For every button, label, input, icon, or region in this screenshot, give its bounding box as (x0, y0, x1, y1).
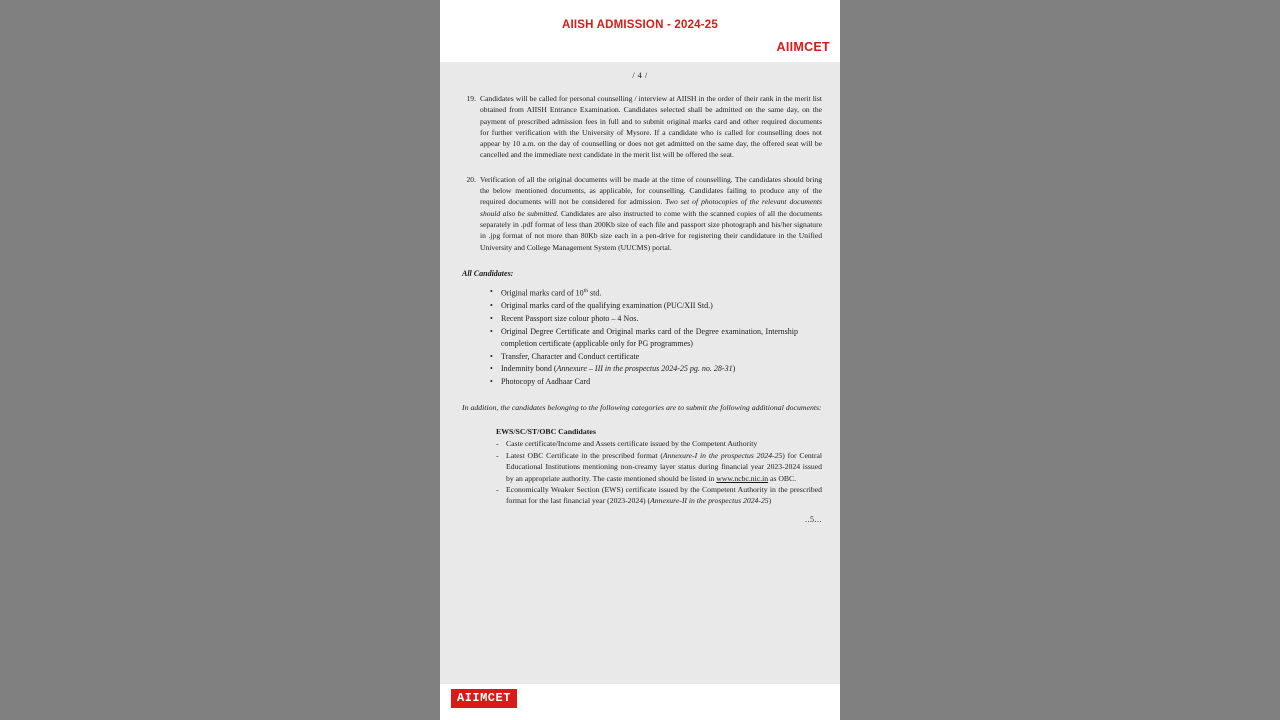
item-text-part2: Candidates are also instructed to come with the scanned copies of all the documents separately in .pdf format of less than 200Kb size of each file and passport size photograph and his/her signature in .jpg format of not more than 80Kb size each in a pen-drive for registering their candidature in the Unified University and College Management System (UUCMS) portal. (480, 208, 822, 252)
list-item (490, 363, 822, 375)
list-item (490, 313, 822, 325)
list-item-text (506, 484, 840, 507)
list-item-text: Caste certificate/Income and Assets certificate issued by the Competent Authority (506, 439, 758, 449)
right-dim-panel (840, 0, 1280, 720)
list-item-text (501, 363, 822, 375)
header-band (440, 0, 840, 62)
item-text-italic: Two set of photocopies of the relevant documents should also be submitted. (480, 197, 822, 218)
brand-badge: AIIMCET (451, 689, 517, 708)
list-item (490, 286, 822, 299)
bullet-icon: • (490, 364, 493, 374)
list-item-text: Original Degree Certificate and Original marks card of the Degree examination, Internship completion certificate (applicable only for PG programmes) (501, 326, 798, 348)
text-pre: Latest OBC Certificate in the prescribed format ( (506, 450, 663, 460)
text-pre: Original marks card of 10 (501, 288, 584, 298)
bullet-icon: • (490, 351, 493, 361)
brand-label: AIIMCET (776, 40, 830, 54)
list-item-text (501, 286, 822, 299)
page-end-marker: ..5... (805, 514, 822, 524)
content-column (462, 93, 822, 413)
list-item (490, 300, 822, 312)
list-item-text: Photocopy of Aadhaar Card (501, 377, 591, 387)
text-pre: Economically Weaker Section (EWS) certificate issued by the Competent Authority in the prescribed format for the last financial year (2023-2024) ( (506, 484, 822, 506)
document-page (440, 0, 840, 720)
left-dim-panel (0, 0, 440, 720)
bullet-icon: • (490, 314, 493, 324)
dash-icon: - (496, 484, 499, 494)
list-item-text (506, 450, 840, 484)
item-number: 19. (466, 94, 476, 103)
category-list (496, 438, 840, 506)
list-item-text: Transfer, Character and Conduct certificate (501, 351, 640, 361)
text-italic: Annexure-I in the prospectus 2024-25 (662, 450, 783, 460)
bullet-icon: • (490, 286, 493, 296)
text-post: ) (768, 496, 772, 506)
list-item (490, 376, 822, 388)
item-number: 20. (466, 174, 476, 184)
footer-band (440, 684, 840, 720)
text-pre: Indemnity bond ( (501, 364, 557, 374)
list-item (490, 326, 822, 350)
all-candidates-heading: All Candidates: (462, 268, 514, 278)
bullet-icon: • (490, 301, 493, 311)
list-item (496, 450, 840, 484)
additional-documents-note: In addition, the candidates belonging to the following categories are to submit the following additional documents: (462, 402, 822, 412)
document-body (440, 62, 840, 684)
page-marker: / 4 / (632, 70, 648, 80)
ncbc-link[interactable]: www.ncbc.nic.in (716, 473, 769, 483)
text-post2: as OBC. (768, 473, 797, 483)
list-item (496, 484, 840, 507)
all-candidates-list (490, 286, 822, 388)
numbered-item-20 (462, 174, 822, 253)
bullet-icon: • (490, 377, 493, 387)
list-item-text: Recent Passport size colour photo – 4 Nos. (501, 314, 639, 324)
text-post: ) for Central Educational Institutions mentioning non-creamy layer status during financial year 2023-2024 issued by an appropriate authority. The caste mentioned should be listed in (506, 450, 822, 483)
item-text: Candidates will be called for personal counselling / interview at AIISH in the order of their rank in the merit list obtained from AIISH Entrance Examination. Candidates selected shall be admitted on the same day, on the payment of prescribed admission fees in full and to submit original marks card and other required documents for further verification with the University of Mysore. If a candidate who is called for counselling does not appear by 10 a.m. on the day of counselling or does not get admitted on the same day, the offered seat will be cancelled and the immediate next candidate in the merit list will be offered the seat. (480, 94, 822, 160)
category-heading: EWS/SC/ST/OBC Candidates (496, 427, 596, 437)
text-post: ) (732, 364, 736, 374)
page-title: AIISH ADMISSION - 2024-25 (561, 19, 719, 31)
item-text (480, 174, 822, 253)
dash-icon: - (496, 439, 499, 449)
list-item-text: Original marks card of the qualifying examination (PUC/XII Std.) (501, 301, 713, 311)
numbered-item-19 (462, 93, 822, 161)
text-italic: Annexure-II in the prospectus 2024-25 (650, 496, 769, 506)
bullet-icon: • (490, 326, 493, 336)
text-superscript: th (583, 287, 588, 294)
list-item (490, 351, 822, 363)
text-post: std. (588, 288, 602, 298)
item-text-part1: Verification of all the original documents will be made at the time of counselling. The candidates should bring the below mentioned documents, as applicable, for counselling. Candidates failing to produce any of the required documents will not be considered for admission. (480, 174, 822, 207)
list-item (496, 438, 840, 449)
text-italic: Annexure – III in the prospectus 2024-25 pg. no. 28-31 (556, 364, 733, 374)
dash-icon: - (496, 450, 499, 460)
